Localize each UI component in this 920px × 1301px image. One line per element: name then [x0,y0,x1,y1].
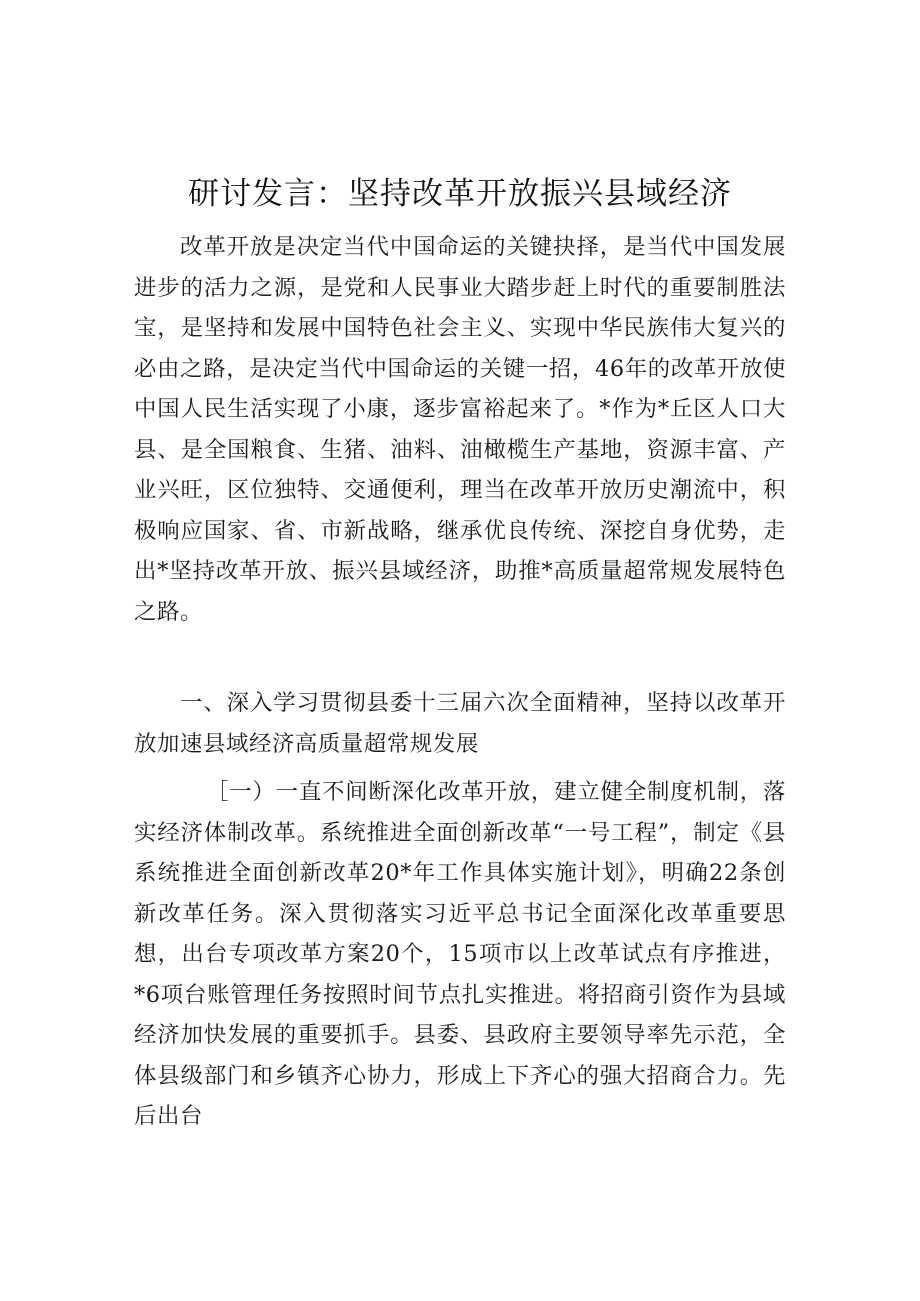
section-heading-1: 一、深入学习贯彻县委十三届六次全面精神，坚持以改革开放加速县域经济高质量超常规发展 [134,690,786,757]
intro-paragraph: 改革开放是决定当代中国命运的关键抉择，是当代中国发展进步的活力之源，是党和人民事业大踏步赶上时代的重要制胜法宝，是坚持和发展中国特色社会主义、实现中华民族伟大复兴的必由之路，是决定当代中国命运的关键一招，46年的改革开放使中国人民生活实现了小康，逐步富裕起来了。*作为*丘区人口大县、是全国粮食、生猪、油料、油橄榄生产基地，资源丰富、产业兴旺，区位独特、交通便利，理当在改革开放历史潮流中，积极响应国家、省、市新战略，继承优良传统、深挖自身优势，走出*坚持改革开放、振兴县域经济，助推*高质量超常规发展特色之路。 [134,234,786,625]
subsection-paragraph-1: ［一）一直不间断深化改革开放，建立健全制度机制，落实经济体制改革。系统推进全面创新改革“一号工程”，制定《县系统推进全面创新改革20*年工作具体实施计划》，明确22条创新改革任务。深入贯彻落实习近平总书记全面深化改革重要思想，出台专项改革方案20个，15项市以上改革试点有序推进，*6项台账管理任务按照时间节点扎实推进。将招商引资作为县域经济加快发展的重要抓手。县委、县政府主要领导率先示范，全体县级部门和乡镇齐心协力，形成上下齐心的强大招商合力。先后出台 [134,779,786,1129]
document-title: 研讨发言：坚持改革开放振兴县域经济 [188,176,732,212]
